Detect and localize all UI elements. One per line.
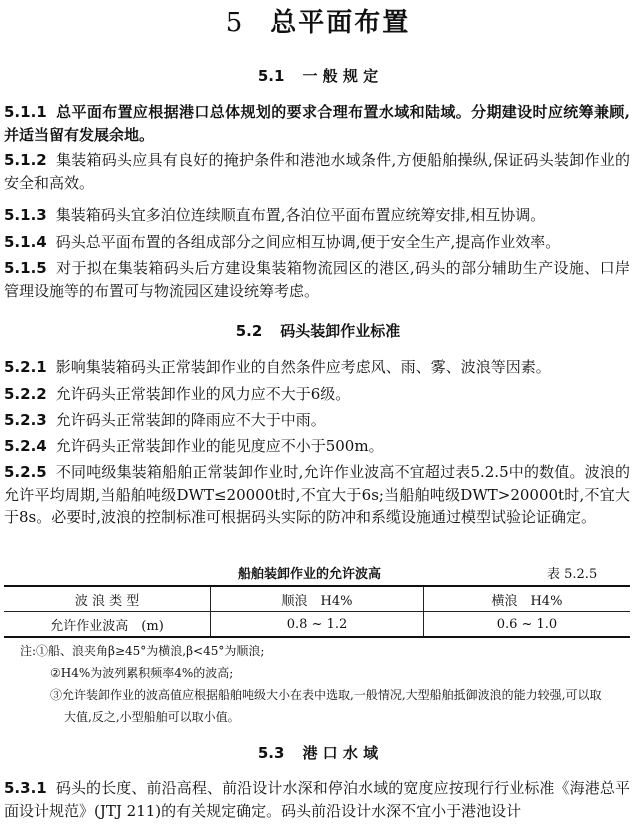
section-heading-5-3: 5.3 港 口 水 域 <box>257 744 379 762</box>
table-header-row <box>4 586 630 612</box>
section-heading-5-1: 5.1 一 般 规 定 <box>257 67 379 85</box>
table-number: 表 5.2.5 <box>547 567 598 582</box>
clause-5-1-3: 5.1.3 集装箱码头宜多泊位连续顺直布置,各泊位平面布置应统筹安排,相互协调。 <box>4 206 546 224</box>
clause-5-2-3: 5.2.3 允许码头正常装卸的降雨应不大于中雨。 <box>4 411 326 429</box>
clause-5-2-4: 5.2.4 允许码头正常装卸作业的能见度应不小于500m。 <box>4 437 384 455</box>
chapter-number: 5 <box>225 8 245 38</box>
clause-5-1-2: 5.1.2 集装箱码头应具有良好的掩护条件和港池水域条件,方便船舶操纵,保证码头装卸作业的安全和高效。 <box>4 151 630 192</box>
section-heading-5-2: 5.2 码头装卸作业标准 <box>235 322 401 340</box>
clause-5-2-2: 5.2.2 允许码头正常装卸作业的风力应不大于6级。 <box>4 385 351 403</box>
table-header-cell: 波 浪 类 型 <box>4 586 211 612</box>
table-cell: 允许作业波高 (m) <box>4 612 211 638</box>
chapter-title <box>0 2 636 39</box>
table-cell: 0.6 ~ 1.0 <box>423 612 630 638</box>
table-row <box>4 612 630 638</box>
clause-5-1-1: 5.1.1 总平面布置应根据港口总体规划的要求合理布置水域和陆域。分期建设时应统筹兼顾,并适当留有发展余地。 <box>4 103 630 144</box>
note-3: ③允许装卸作业的波高值应根据船舶吨级大小在表中选取,一般情况,大型船舶抵御波浪的能力较强,可以取 <box>50 688 602 702</box>
chapter-title-text: 总平面布置 <box>270 8 411 38</box>
table-caption: 船舶装卸作业的允许波高 <box>238 567 382 582</box>
clause-5-1-4: 5.1.4 码头总平面布置的各组成部分之间应相互协调,便于安全生产,提高作业效率。 <box>4 233 561 251</box>
note-2: ②H4%为波列累积频率4%的波高; <box>50 666 234 680</box>
note-3-continued: 大值,反之,小型船舶可以取小值。 <box>64 710 240 724</box>
table-notes <box>4 640 630 728</box>
table-header-cell: 顺浪 H4% <box>211 586 424 612</box>
clause-5-3-1: 5.3.1 码头的长度、前沿高程、前沿设计水深和停泊水域的宽度应按现行行业标准《海港总平面设计规范》(JTJ 211)的有关规定确定。码头前沿设计水深不宜小于港池设计 <box>4 779 630 820</box>
clause-5-1-5: 5.1.5 对于拟在集装箱码头后方建设集装箱物流园区的港区,码头的部分辅助生产设施、口岸管理设施等的布置可与物流园区建设统筹考虑。 <box>4 259 630 300</box>
note-1: 注:①船、浪夹角β≥45°为横浪,β<45°为顺浪; <box>20 644 265 658</box>
clause-5-2-5: 5.2.5 不同吨级集装箱船舶正常装卸作业时,允许作业波高不宜超过表5.2.5中的数值。波浪的允许平均周期,当船舶吨级DWT≤20000t时,不宜大于6s;当船舶吨级DWT>20000t时,不宜大于8s。必要时,波浪的控制标准可根据码头实际的防冲和系缆设施通过模型试验论证确定。 <box>4 463 630 526</box>
wave-height-table <box>4 585 630 638</box>
table-cell: 0.8 ~ 1.2 <box>211 612 424 638</box>
table-header-cell: 横浪 H4% <box>423 586 630 612</box>
clause-5-2-1: 5.2.1 影响集装箱码头正常装卸作业的自然条件应考虑风、雨、雾、波浪等因素。 <box>4 358 551 376</box>
